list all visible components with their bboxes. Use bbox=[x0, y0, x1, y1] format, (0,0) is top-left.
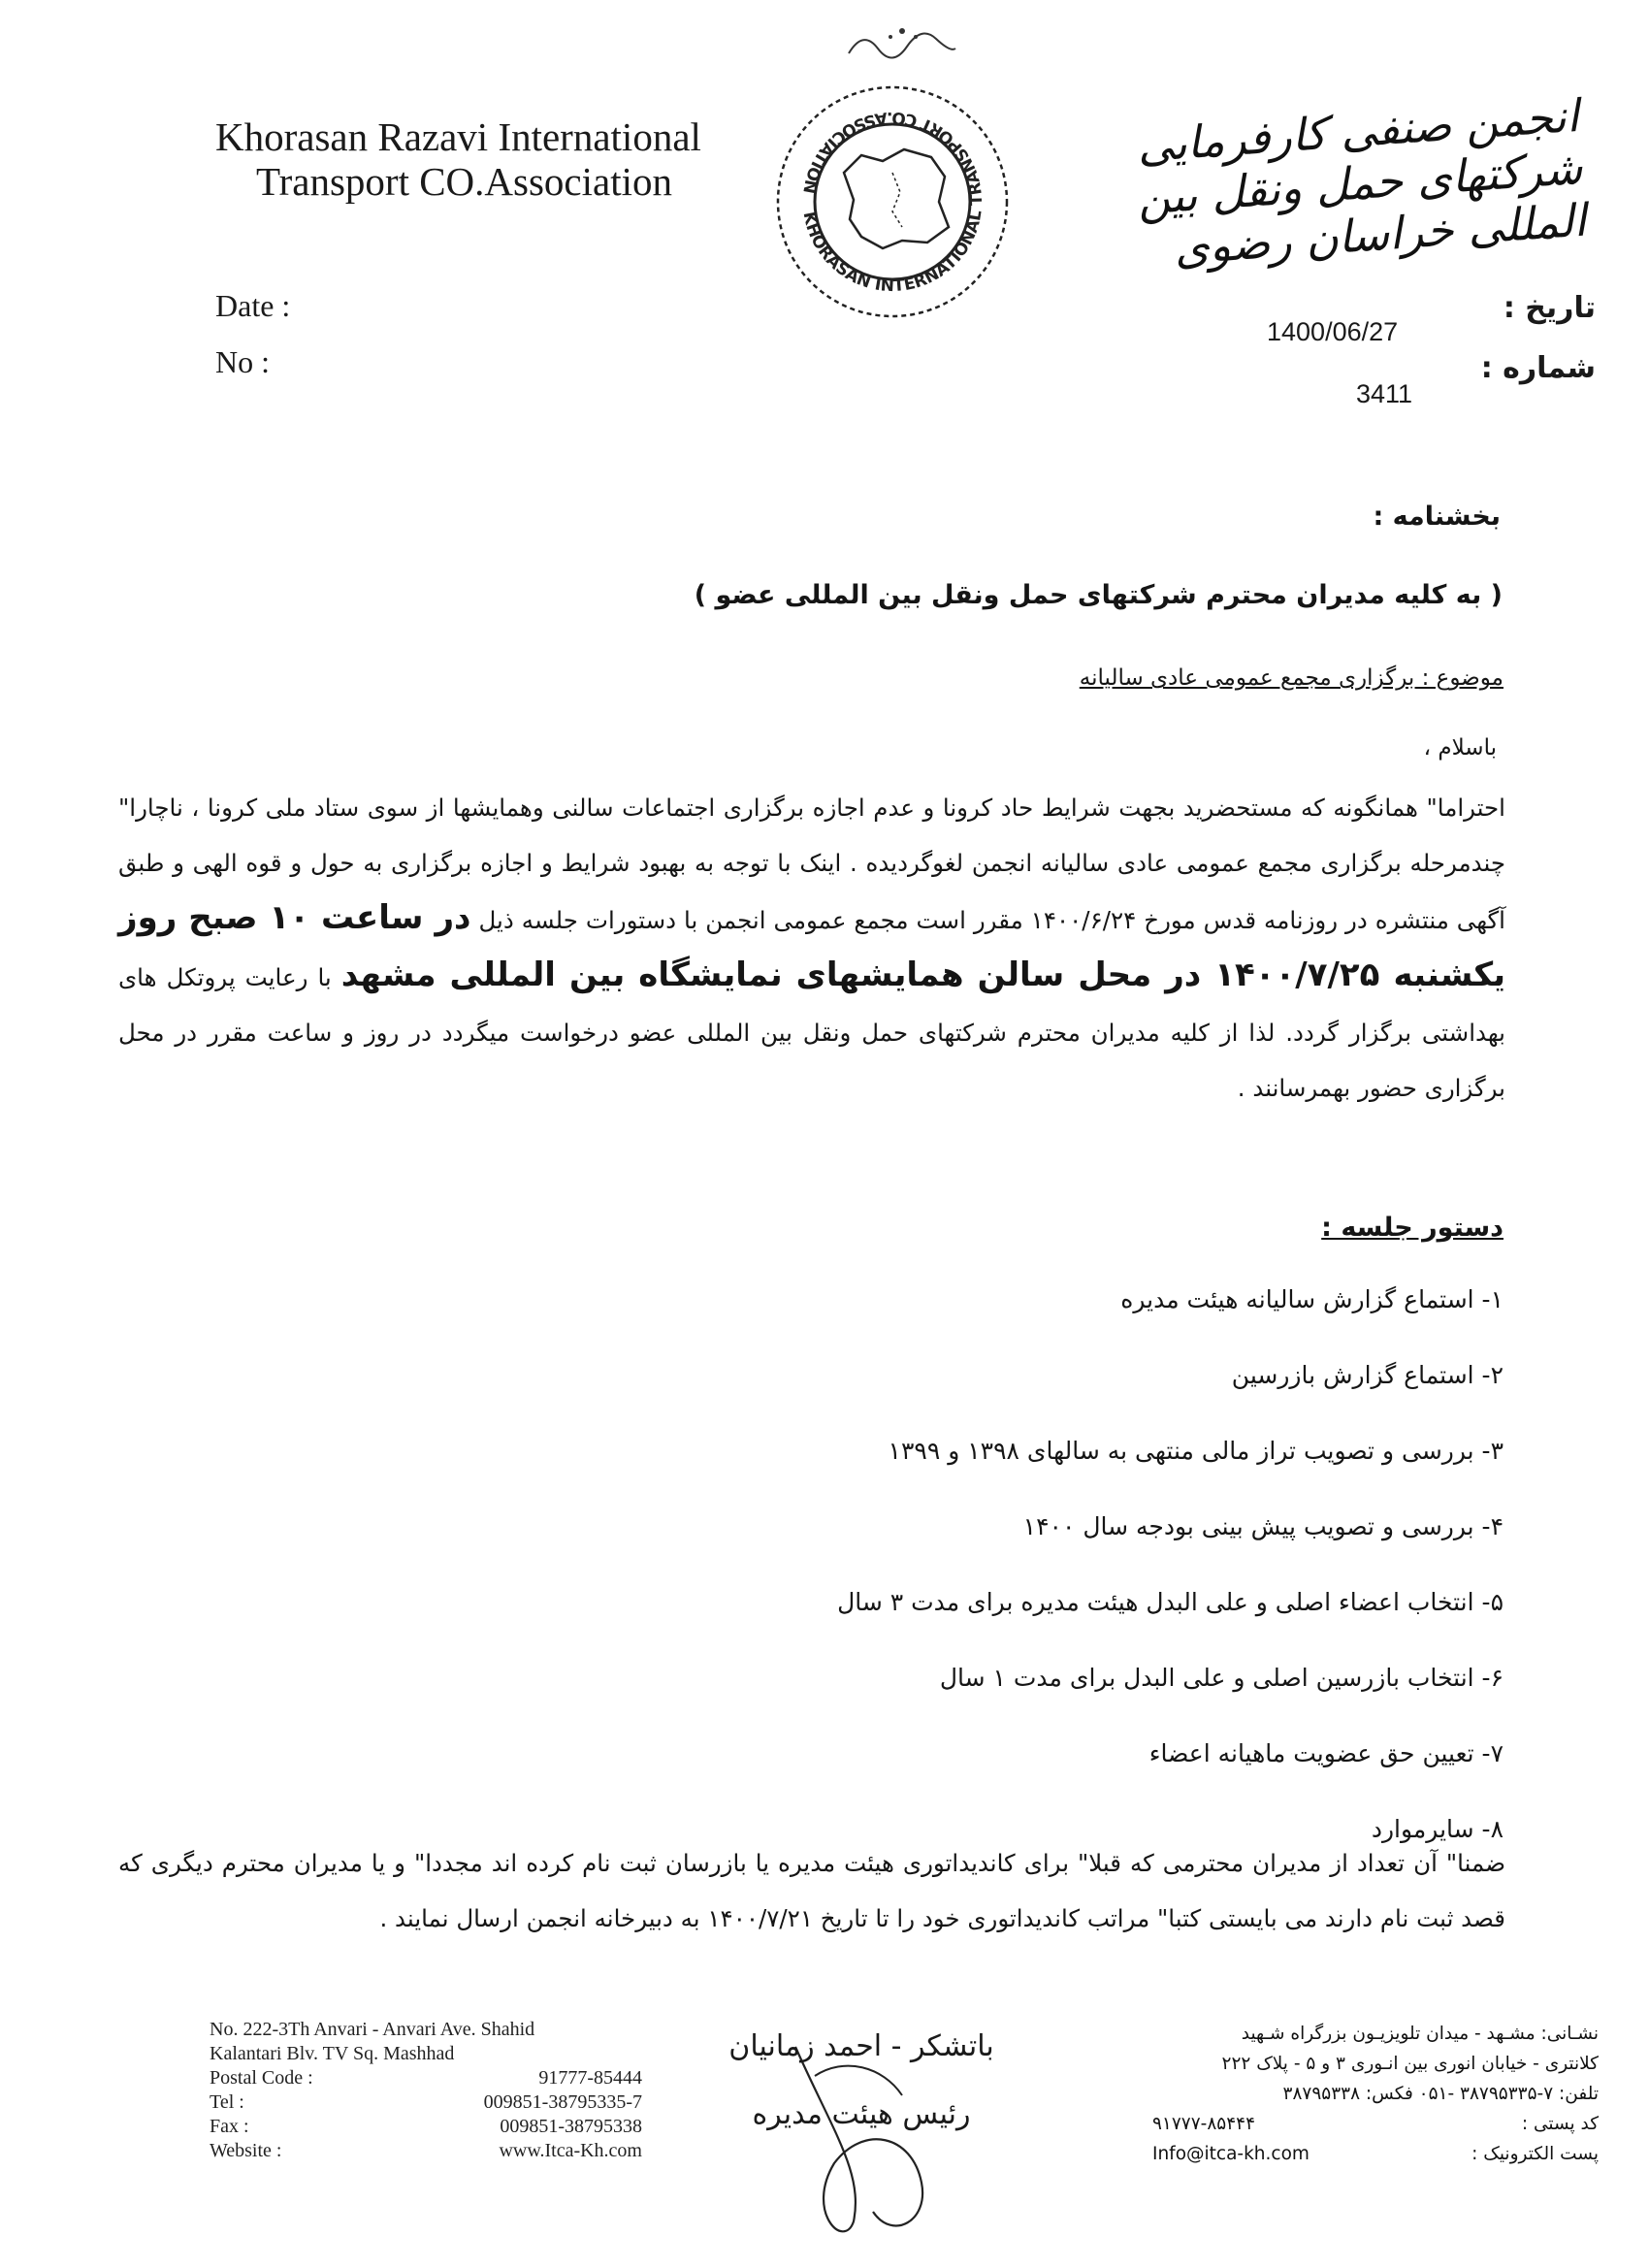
agenda-item: ۷- تعیین حق عضویت ماهیانه اعضاء bbox=[1148, 1739, 1504, 1767]
website-link[interactable]: www.Itca-Kh.com bbox=[499, 2140, 642, 2161]
number-label-fa: شماره : bbox=[1480, 351, 1596, 385]
footer-postal-row bbox=[210, 2066, 642, 2090]
agenda-item: ۴- بررسی و تصویب پیش بینی بودجه سال ۱۴۰۰ bbox=[1022, 1512, 1504, 1540]
postal-value: 91777-85444 bbox=[538, 2067, 642, 2089]
email-label-fa: پست الکترونیک : bbox=[1471, 2144, 1599, 2164]
postal-label-fa: کد پستی : bbox=[1521, 2114, 1599, 2134]
footer-postal-fa-row bbox=[1152, 2109, 1599, 2139]
agenda-list bbox=[340, 1280, 1504, 1886]
main-paragraph bbox=[118, 780, 1505, 1116]
agenda-item: ۶- انتخاب بازرسین اصلی و علی البدل برای مدت ۱ سال bbox=[939, 1664, 1504, 1692]
number-label-en: No : bbox=[215, 344, 270, 379]
footer-tel-row bbox=[210, 2090, 642, 2115]
footer-address-fa-line1: نشـانی: مشـهد - میدان تلویزیـون بزرگراه شـهید bbox=[1241, 2024, 1599, 2044]
letter-type: بخشنامه : bbox=[1373, 502, 1501, 532]
footer-phone-fa: تلفن: ۷-۳۸۷۹۵۳۳۵ -۰۵۱ فکس: ۳۸۷۹۵۳۳۸ bbox=[1282, 2084, 1599, 2104]
date-label-en: Date : bbox=[215, 288, 291, 323]
fax-label: Fax : bbox=[210, 2116, 249, 2137]
website-label: Website : bbox=[210, 2140, 282, 2161]
meeting-time-place: در ساعت ۱۰ صبح روز یکشنبه ۱۴۰۰/۷/۲۵ در محل سالن همایشهای نمایشگاه بین المللی مشهد bbox=[118, 898, 1505, 994]
footer-contact-en bbox=[210, 2018, 642, 2163]
agenda-item: ۸- سایرموارد bbox=[1371, 1815, 1504, 1843]
association-seal-logo bbox=[747, 56, 1038, 347]
number-value: 3411 bbox=[1356, 379, 1413, 408]
footer-website-row bbox=[210, 2139, 642, 2163]
agenda-item: ۱- استماع گزارش سالیانه هیئت مدیره bbox=[1120, 1285, 1504, 1313]
main-paragraph-part1: احتراما" همانگونه که مستحضرید بجهت شرایط حاد کرونا و عدم اجازه برگزاری اجتماعات سالنی وهمایشها از سوی ستاد ملی کرونا ، ناچارا" چندمرحله برگزاری مجمع عمومی عادی سالیانه انجمن لغوگردیده . اینک با توجه به بهبود شرایط و اجازه برگزاری به حول و قوه الهی و طبق آگهی منتشره در روزنامه قدس مورخ ۱۴۰۰/۶/۲۴ مقرر است مجمع عمومی انجمن با دستورات جلسه ذیل bbox=[118, 794, 1505, 934]
postal-label: Postal Code : bbox=[210, 2067, 313, 2089]
letter-subject: موضوع : برگزاری مجمع عمومی عادی سالیانه bbox=[1079, 665, 1504, 691]
org-name-fa: انجمن صنفی کارفرمایی شرکتهای حمل ونقل بین المللی خراسان رضوی bbox=[1135, 88, 1588, 275]
main-paragraph-part2: با رعایت پروتکل های بهداشتی برگزار گردد. لذا از کلیه مدیران محترم شرکتهای حمل ونقل بین المللی عضو درخواست میگردد در روز و ساعت مقرر در محل برگزاری حضور بهمرسانند . bbox=[118, 963, 1505, 1102]
date-value: 1400/06/27 bbox=[1267, 317, 1399, 346]
org-name-en bbox=[215, 114, 701, 204]
footer-address-fa-line2: کلانتری - خیابان انوری بین انـوری ۳ و ۵ - پلاک ۲۲۲ bbox=[1221, 2054, 1599, 2074]
signatory-title: رئیس هیئت مدیره bbox=[752, 2097, 971, 2131]
date-label-fa: تاریخ : bbox=[1503, 291, 1596, 325]
footer-fax-row bbox=[210, 2115, 642, 2139]
footer-address-en-line2: Kalantari Blv. TV Sq. Mashhad bbox=[210, 2043, 455, 2064]
fax-value: 009851-38795338 bbox=[500, 2116, 642, 2137]
email-link[interactable]: Info@itca-kh.com bbox=[1152, 2144, 1310, 2164]
tel-value: 009851-38795335-7 bbox=[483, 2091, 642, 2113]
greeting: باسلام ، bbox=[1423, 735, 1497, 761]
footer-email-fa-row bbox=[1152, 2139, 1599, 2169]
org-name-en-line1: Khorasan Razavi International bbox=[215, 114, 701, 159]
agenda-item: ۵- انتخاب اعضاء اصلی و علی البدل هیئت مدیره برای مدت ۳ سال bbox=[837, 1588, 1504, 1616]
letter-recipients: ( به کلیه مدیران محترم شرکتهای حمل ونقل بین المللی عضو ) bbox=[694, 580, 1503, 610]
org-name-en-line2: Transport CO.Association bbox=[256, 159, 672, 204]
agenda-item: ۲- استماع گزارش بازرسین bbox=[1231, 1361, 1504, 1389]
footer-contact-fa bbox=[1152, 2019, 1599, 2169]
footer-address-en-line1: No. 222-3Th Anvari - Anvari Ave. Shahid bbox=[210, 2019, 535, 2040]
agenda-title: دستور جلسه : bbox=[1321, 1213, 1504, 1243]
agenda-item: ۳- بررسی و تصویب تراز مالی منتهی به سالهای ۱۳۹۸ و ۱۳۹۹ bbox=[888, 1437, 1504, 1465]
tel-label: Tel : bbox=[210, 2091, 244, 2113]
signature-block bbox=[706, 2013, 1017, 2149]
postal-value-fa: ۹۱۷۷۷-۸۵۴۴۴ bbox=[1152, 2114, 1256, 2134]
signatory-name: باتشکر - احمد زمانیان bbox=[728, 2029, 994, 2063]
candidacy-paragraph: ضمنا" آن تعداد از مدیران محترمی که قبلا" برای کاندیداتوری هیئت مدیره یا بازرسان ثبت نام کرده اند مجددا" و یا مدیران محترم دیگری که قصد ثبت نام دارند می بایستی کتبا" مراتب کاندیداتوری خود را تا تاریخ ۱۴۰۰/۷/۲۱ به دبیرخانه انجمن ارسال نمایند . bbox=[118, 1849, 1505, 1932]
svg-text:KHORASAN INTERNATIONAL TRANSPO: KHORASAN INTERNATIONAL TRANSPORT CO.ASSOCIATION bbox=[798, 107, 987, 297]
